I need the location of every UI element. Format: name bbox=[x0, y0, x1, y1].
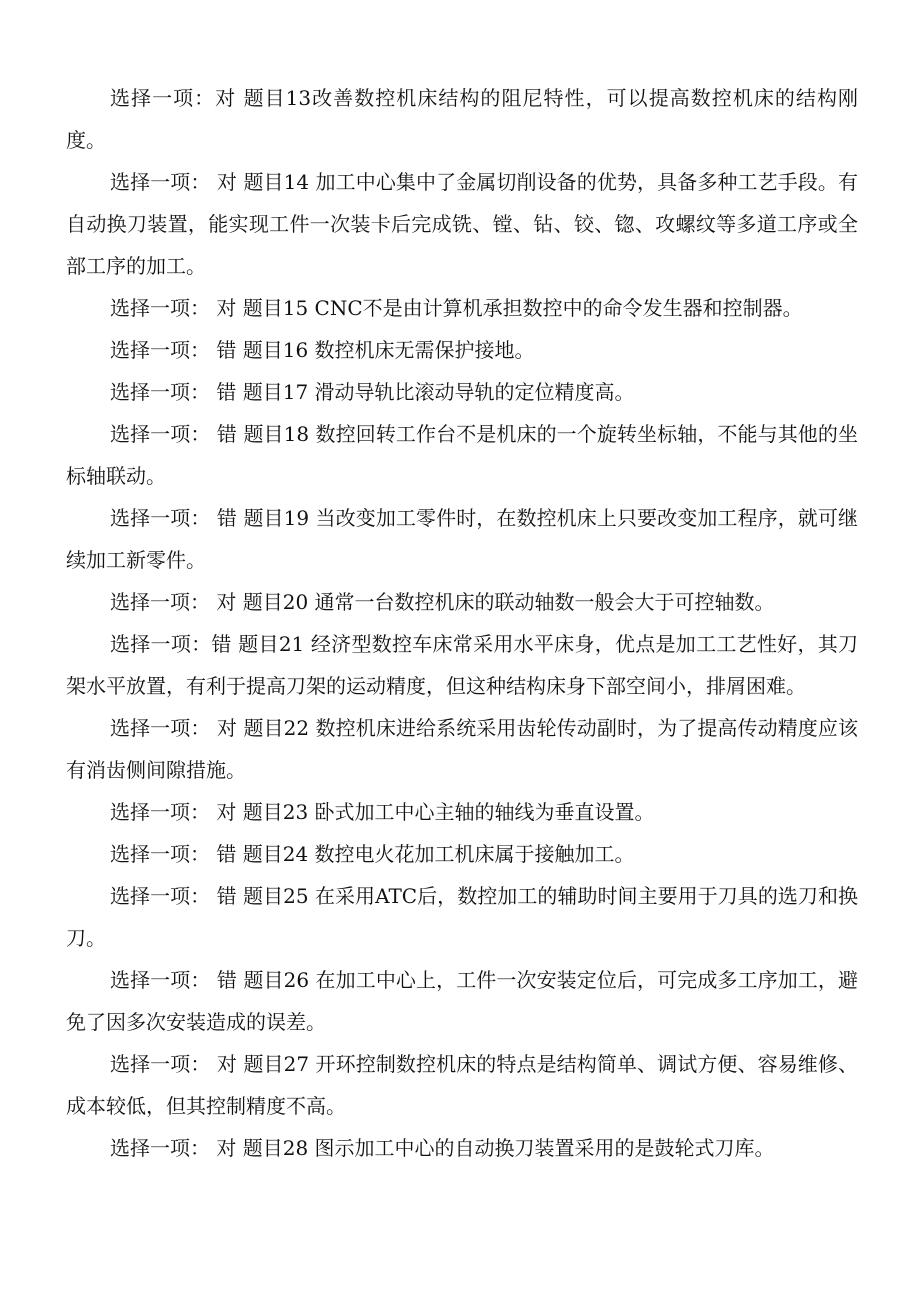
paragraph-q13: 选择一项：对 题目13改善数控机床结构的阻尼特性，可以提高数控机床的结构刚度。 bbox=[66, 86, 858, 152]
paragraph-q16: 选择一项： 错 题目16 数控机床无需保护接地。 bbox=[110, 338, 535, 362]
paragraph-q22: 选择一项： 对 题目22 数控机床进给系统采用齿轮传动副时，为了提高传动精度应该有消齿侧间隙措施。 bbox=[66, 716, 858, 782]
paragraph-q18: 选择一项： 错 题目18 数控回转工作台不是机床的一个旋转坐标轴，不能与其他的坐标轴联动。 bbox=[66, 422, 858, 488]
paragraph-q21: 选择一项：错 题目21 经济型数控车床常采用水平床身，优点是加工工艺性好，其刀架水平放置，有利于提高刀架的运动精度，但这种结构床身下部空间小，排屑困难。 bbox=[66, 632, 858, 698]
paragraph-q24: 选择一项： 错 题目24 数控电火花加工机床属于接触加工。 bbox=[110, 842, 635, 866]
paragraph-q19: 选择一项： 错 题目19 当改变加工零件时，在数控机床上只要改变加工程序，就可继续加工新零件。 bbox=[66, 506, 858, 572]
paragraph-q25: 选择一项： 错 题目25 在采用ATC后，数控加工的辅助时间主要用于刀具的选刀和换刀。 bbox=[66, 884, 858, 950]
paragraph-q27: 选择一项： 对 题目27 开环控制数控机床的特点是结构简单、调试方便、容易维修、成本较低，但其控制精度不高。 bbox=[66, 1052, 858, 1118]
paragraph-q26: 选择一项： 错 题目26 在加工中心上，工件一次安装定位后，可完成多工序加工，避免了因多次安装造成的误差。 bbox=[66, 968, 858, 1034]
paragraph-q23: 选择一项： 对 题目23 卧式加工中心主轴的轴线为垂直设置。 bbox=[110, 800, 655, 824]
paragraph-q28: 选择一项： 对 题目28 图示加工中心的自动换刀装置采用的是鼓轮式刀库。 bbox=[110, 1136, 775, 1160]
paragraph-q14: 选择一项： 对 题目14 加工中心集中了金属切削设备的优势，具备多种工艺手段。有自动换刀装置，能实现工件一次装卡后完成铣、镗、钻、铰、锪、攻螺纹等多道工序或全部工序的加工。 bbox=[66, 170, 858, 278]
paragraph-q20: 选择一项： 对 题目20 通常一台数控机床的联动轴数一般会大于可控轴数。 bbox=[110, 590, 775, 614]
paragraph-q17: 选择一项： 错 题目17 滑动导轨比滚动导轨的定位精度高。 bbox=[110, 380, 635, 404]
paragraph-q15: 选择一项： 对 题目15 CNC不是由计算机承担数控中的命令发生器和控制器。 bbox=[110, 296, 803, 320]
